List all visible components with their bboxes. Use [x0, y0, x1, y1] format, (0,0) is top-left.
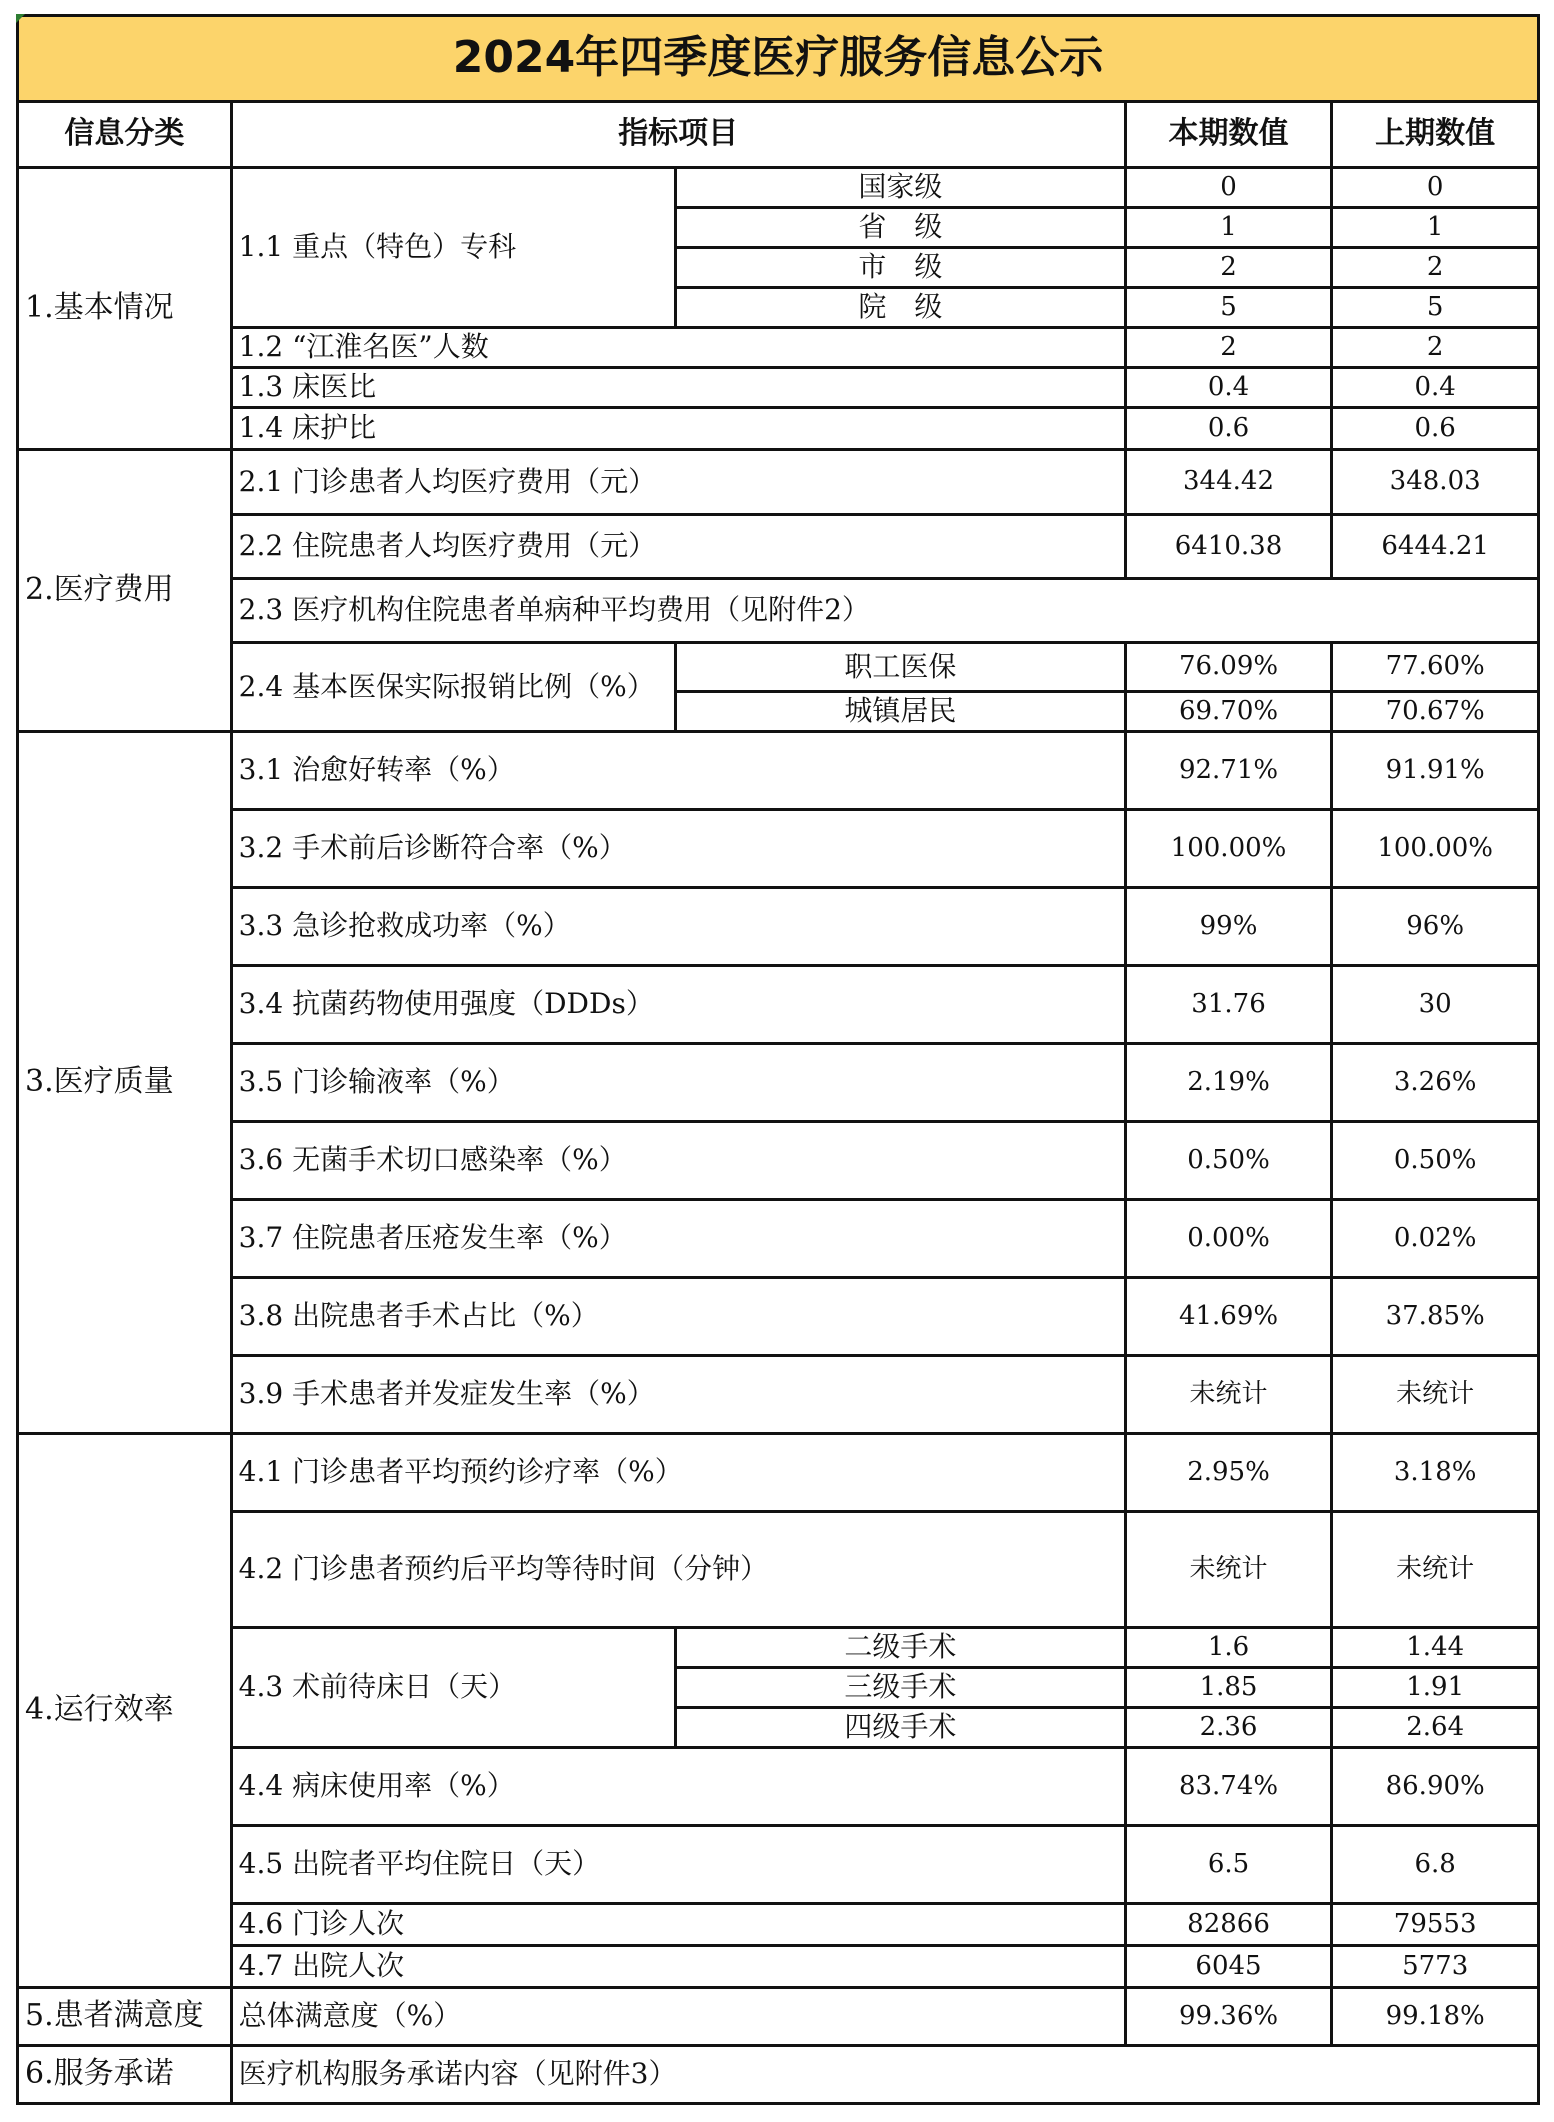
row-current: 344.42: [1125, 450, 1332, 515]
row-label: 4.5 出院者平均住院日（天）: [231, 1826, 1125, 1904]
insurance-current: 76.09%: [1125, 643, 1332, 692]
header-category: 信息分类: [18, 102, 232, 168]
row-previous: 79553: [1332, 1904, 1539, 1946]
row-previous: 3.26%: [1332, 1044, 1539, 1122]
row-current: 41.69%: [1125, 1278, 1332, 1356]
single-disease-cost: 2.3 医疗机构住院患者单病种平均费用（见附件2）: [231, 579, 1538, 643]
specialty-level-name: 院 级: [676, 288, 1126, 328]
category-efficiency: 4.运行效率: [18, 1434, 232, 1988]
row-current: 未统计: [1125, 1512, 1332, 1628]
row-label: 4.6 门诊人次: [231, 1904, 1125, 1946]
row-label: 4.1 门诊患者平均预约诊疗率（%）: [231, 1434, 1125, 1512]
row-previous: 30: [1332, 966, 1539, 1044]
row-previous: 3.18%: [1332, 1434, 1539, 1512]
row-previous: 86.90%: [1332, 1748, 1539, 1826]
specialty-level-current: 2: [1125, 248, 1332, 288]
disclosure-table: [16, 14, 1540, 2105]
page-title: 2024年四季度医疗服务信息公示: [18, 16, 1539, 102]
row-label: 1.3 床医比: [231, 368, 1125, 408]
insurance-previous: 70.67%: [1332, 692, 1539, 732]
row-current: 2: [1125, 328, 1332, 368]
row-current: 2.19%: [1125, 1044, 1332, 1122]
row-current: 99%: [1125, 888, 1332, 966]
surgery-level-previous: 1.44: [1332, 1628, 1539, 1668]
row-current: 99.36%: [1125, 1988, 1332, 2046]
specialty-level-previous: 1: [1332, 208, 1539, 248]
category-cost: 2.医疗费用: [18, 450, 232, 732]
row-label: 2.2 住院患者人均医疗费用（元）: [231, 515, 1125, 579]
row-current: 0.00%: [1125, 1200, 1332, 1278]
row-current: 31.76: [1125, 966, 1332, 1044]
row-label: 3.2 手术前后诊断符合率（%）: [231, 810, 1125, 888]
insurance-type-name: 职工医保: [676, 643, 1126, 692]
row-label: 4.7 出院人次: [231, 1946, 1125, 1988]
insurance-current: 69.70%: [1125, 692, 1332, 732]
surgery-level-previous: 2.64: [1332, 1708, 1539, 1748]
row-previous: 99.18%: [1332, 1988, 1539, 2046]
row-previous: 未统计: [1332, 1512, 1539, 1628]
row-label: 4.4 病床使用率（%）: [231, 1748, 1125, 1826]
row-current: 0.6: [1125, 408, 1332, 450]
row-previous: 5773: [1332, 1946, 1539, 1988]
row-label: 3.3 急诊抢救成功率（%）: [231, 888, 1125, 966]
row-current: 83.74%: [1125, 1748, 1332, 1826]
row-current: 0.4: [1125, 368, 1332, 408]
row-label: 2.1 门诊患者人均医疗费用（元）: [231, 450, 1125, 515]
row-previous: 2: [1332, 328, 1539, 368]
row-previous: 96%: [1332, 888, 1539, 966]
row-current: 82866: [1125, 1904, 1332, 1946]
specialty-level-current: 0: [1125, 168, 1332, 208]
specialty-level-previous: 5: [1332, 288, 1539, 328]
row-previous: 0.4: [1332, 368, 1539, 408]
surgery-level-previous: 1.91: [1332, 1668, 1539, 1708]
row-current: 100.00%: [1125, 810, 1332, 888]
row-label: 3.8 出院患者手术占比（%）: [231, 1278, 1125, 1356]
row-previous: 37.85%: [1332, 1278, 1539, 1356]
row-label: 1.2 “江淮名医”人数: [231, 328, 1125, 368]
specialty-level-previous: 2: [1332, 248, 1539, 288]
row-current: 2.95%: [1125, 1434, 1332, 1512]
row-current: 6410.38: [1125, 515, 1332, 579]
row-previous: 0.50%: [1332, 1122, 1539, 1200]
header-current: 本期数值: [1125, 102, 1332, 168]
surgery-level-name: 四级手术: [676, 1708, 1126, 1748]
surgery-level-name: 二级手术: [676, 1628, 1126, 1668]
row-label: 3.1 治愈好转率（%）: [231, 732, 1125, 810]
commitment-content: 医疗机构服务承诺内容（见附件3）: [231, 2046, 1538, 2104]
category-basic: 1.基本情况: [18, 168, 232, 450]
row-current: 92.71%: [1125, 732, 1332, 810]
header-previous: 上期数值: [1332, 102, 1539, 168]
insurance-type-name: 城镇居民: [676, 692, 1126, 732]
disclosure-sheet: [16, 14, 1540, 2105]
specialty-label: 1.1 重点（特色）专科: [231, 168, 676, 328]
category-quality: 3.医疗质量: [18, 732, 232, 1434]
row-current: 0.50%: [1125, 1122, 1332, 1200]
header-item: 指标项目: [231, 102, 1125, 168]
row-label: 3.6 无菌手术切口感染率（%）: [231, 1122, 1125, 1200]
row-label: 4.2 门诊患者预约后平均等待时间（分钟）: [231, 1512, 1125, 1628]
category-satisfaction: 5.患者满意度: [18, 1988, 232, 2046]
row-label: 3.9 手术患者并发症发生率（%）: [231, 1356, 1125, 1434]
row-current: 6.5: [1125, 1826, 1332, 1904]
surgery-level-name: 三级手术: [676, 1668, 1126, 1708]
specialty-level-current: 5: [1125, 288, 1332, 328]
specialty-level-previous: 0: [1332, 168, 1539, 208]
insurance-previous: 77.60%: [1332, 643, 1539, 692]
row-label: 1.4 床护比: [231, 408, 1125, 450]
insurance-label: 2.4 基本医保实际报销比例（%）: [231, 643, 676, 732]
row-label: 总体满意度（%）: [231, 1988, 1125, 2046]
row-previous: 6.8: [1332, 1826, 1539, 1904]
row-previous: 348.03: [1332, 450, 1539, 515]
row-previous: 0.02%: [1332, 1200, 1539, 1278]
surgery-level-current: 2.36: [1125, 1708, 1332, 1748]
surgery-level-current: 1.6: [1125, 1628, 1332, 1668]
row-current: 6045: [1125, 1946, 1332, 1988]
row-label: 3.7 住院患者压疮发生率（%）: [231, 1200, 1125, 1278]
row-previous: 0.6: [1332, 408, 1539, 450]
row-current: 未统计: [1125, 1356, 1332, 1434]
cell-marker: [16, 14, 25, 23]
row-label: 3.4 抗菌药物使用强度（DDDs）: [231, 966, 1125, 1044]
row-previous: 100.00%: [1332, 810, 1539, 888]
specialty-level-name: 国家级: [676, 168, 1126, 208]
surgery-wait-label: 4.3 术前待床日（天）: [231, 1628, 676, 1748]
specialty-level-current: 1: [1125, 208, 1332, 248]
row-previous: 未统计: [1332, 1356, 1539, 1434]
row-label: 3.5 门诊输液率（%）: [231, 1044, 1125, 1122]
row-previous: 6444.21: [1332, 515, 1539, 579]
specialty-level-name: 市 级: [676, 248, 1126, 288]
surgery-level-current: 1.85: [1125, 1668, 1332, 1708]
specialty-level-name: 省 级: [676, 208, 1126, 248]
row-previous: 91.91%: [1332, 732, 1539, 810]
category-commitment: 6.服务承诺: [18, 2046, 232, 2104]
